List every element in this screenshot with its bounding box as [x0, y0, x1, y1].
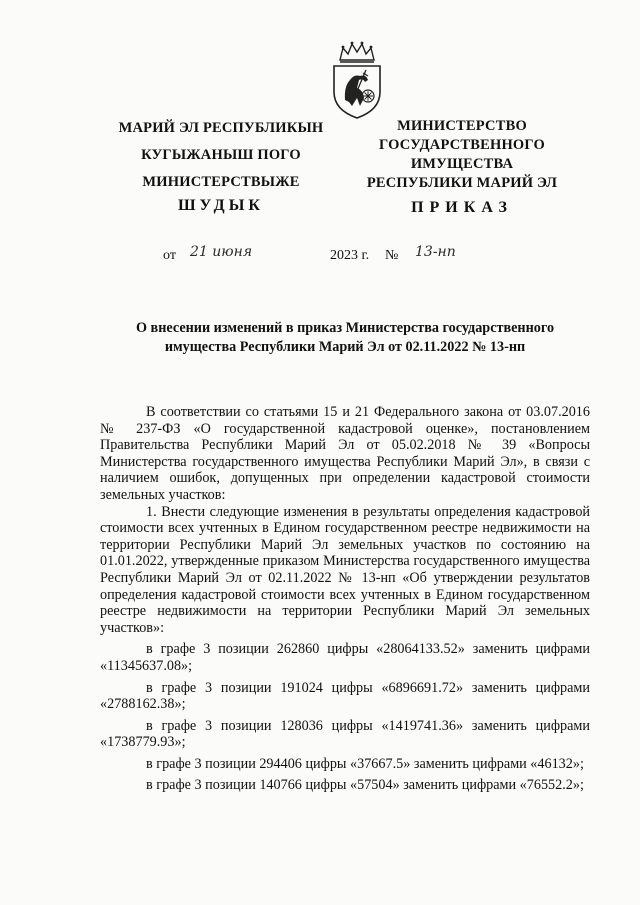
- document-subject: [100, 319, 590, 357]
- body-paragraph: В соответствии со статьями 15 и 21 Федерального закона от 03.07.2016 № 237-ФЗ «О государственной кадастровой оценке», постановлением Правительства Республики Марий Эл от 05.02.2018 № 39 «Вопросы Министерства государственного имущества Республики Марий Эл», в связи с наличием ошибок, допущенных при определении кадастровой стоимости земельных участков:: [100, 404, 590, 503]
- header-right-line: ИМУЩЕСТВА: [410, 156, 514, 172]
- date-from-label: от: [163, 248, 176, 263]
- subject-line: имущества Республики Марий Эл от 02.11.2022 № 13-нп: [164, 339, 526, 355]
- header-left-block: [106, 118, 336, 193]
- handwritten-number: 13-нп: [415, 244, 456, 260]
- header-right-line: РЕСПУБЛИКИ МАРИЙ ЭЛ: [366, 175, 558, 191]
- doc-type-russian: ПРИКАЗ: [411, 199, 513, 216]
- change-item: в графе 3 позиции 262860 цифры «28064133.52» заменить цифрами «11345637.08»;: [100, 641, 590, 674]
- number-label: №: [385, 248, 399, 263]
- header-right-line: ГОСУДАРСТВЕННОГО: [379, 137, 545, 153]
- change-item: в графе 3 позиции 128036 цифры «1419741.36» заменить цифрами «1738779.93»;: [100, 717, 590, 751]
- subject-line: О внесении изменений в приказ Министерства государственного: [135, 320, 555, 336]
- change-item: в графе 3 позиции 191024 цифры «6896691.72» заменить цифрами «2788162.38»;: [100, 679, 590, 713]
- header-right-line: МИНИСТЕРСТВО: [397, 118, 527, 134]
- header-left-line: КУГЫЖАНЫШ ПОГО: [141, 147, 301, 163]
- date-year: 2023 г.: [330, 248, 370, 263]
- document-body: [100, 404, 590, 794]
- change-item: в графе 3 позиции 294406 цифры «37667.5» заменить цифрами «46132»;: [146, 755, 584, 772]
- body-paragraph: 1. Внести следующие изменения в результаты определения кадастровой стоимости всех учтенных в Едином государственном реестре недвижимости на территории Республики Марий Эл земельных участков по состоянию на 01.01.2022, утвержденные приказом Министерства государственного имущества Республики Марий Эл от 02.11.2022 № 13-нп «Об утверждении результатов определения кадастровой стоимости всех учтенных в Едином государственном реестре недвижимости на территории Республики Марий Эл земельных участков»:: [100, 503, 590, 636]
- coat-of-arms-icon: [330, 40, 384, 120]
- change-item: в графе 3 позиции 140766 цифры «57504» заменить цифрами «76552.2»;: [146, 777, 584, 794]
- handwritten-date: 21 июня: [190, 244, 253, 260]
- header-left-line: МИНИСТЕРСТВЫЖЕ: [142, 174, 300, 190]
- header-right-block: [352, 117, 572, 193]
- header-left-line: МАРИЙ ЭЛ РЕСПУБЛИКЫН: [118, 120, 324, 136]
- doc-type-mari: ШУДЫК: [177, 197, 264, 214]
